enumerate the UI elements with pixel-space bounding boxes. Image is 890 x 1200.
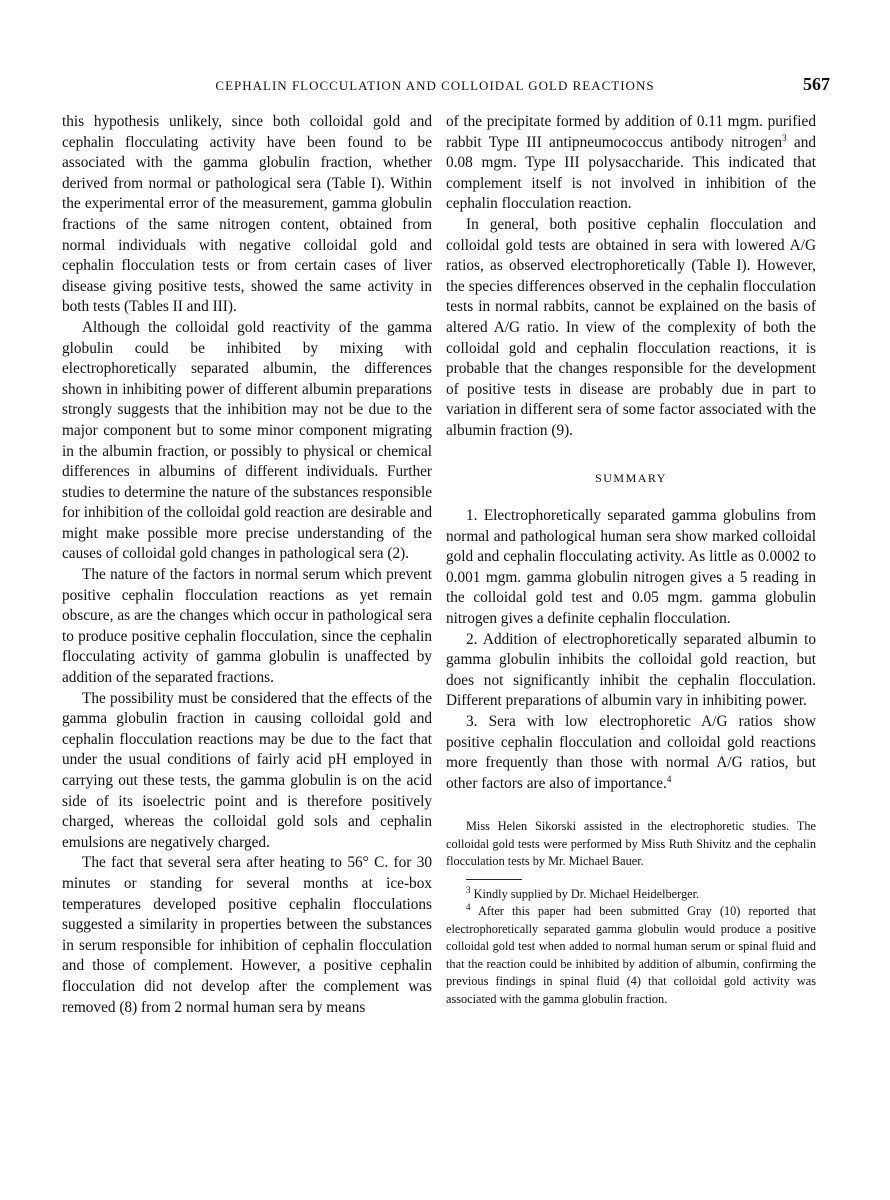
footnote <box>446 903 816 1008</box>
paragraph <box>446 112 816 215</box>
acknowledgment-text: Miss Helen Sikorski assisted in the electrophoretic studies. The colloidal gold tests were performed by Miss Ruth Shivitz and the cephalin flocculation tests by Mr. Michael Bauer. <box>446 819 816 869</box>
footnote <box>446 886 816 904</box>
footnote-ref: 4 <box>666 773 672 784</box>
summary-heading: SUMMARY <box>595 470 667 485</box>
left-column <box>62 112 432 1018</box>
summary-text: 3. Sera with low electrophoretic A/G ratios show positive cephalin flocculation and colloidal gold reactions more frequently than those with normal A/G ratios, but other factors are also of importance. <box>446 713 816 792</box>
paragraph: The possibility must be considered that the effects of the gamma globulin fraction in causing colloidal gold and cephalin flocculation reactions may be due to the fact that under the usual conditions of fairly acid pH employed in carrying out these tests, the gamma globulin is on the acid side of its isoelectric point and is therefore positively charged, whereas the colloidal gold sols and cephalin emulsions are negatively charged. <box>62 689 432 851</box>
paragraph: The fact that several sera after heating to 56° C. for 30 minutes or standing for several months at ice-box temperatures developed positive cephalin flocculations suggested a similarity in properties between the substances in serum responsible for inhibition of cephalin flocculation and those of complement. However, a positive cephalin flocculation did not develop after the complement was removed (8) from 2 normal human sera by means <box>62 854 432 1016</box>
footnote-mark: 3 <box>466 884 471 895</box>
right-column <box>446 112 816 1008</box>
paragraph: this hypothesis unlikely, since both colloidal gold and cephalin flocculating activity have been found to be associated with the gamma globulin fraction, whether derived from normal or pathological sera (Table I). Within the experimental error of the measurement, gamma globulin fractions of the same nitrogen content, obtained from normal individuals with negative colloidal gold and cephalin flocculation tests or from certain cases of liver disease giving positive tests, showed the same activity in both tests (Tables II and III). <box>62 113 432 316</box>
footnote-text: Kindly supplied by Dr. Michael Heidelberger. <box>470 886 700 901</box>
footnotes <box>446 886 816 1009</box>
paragraph-text: of the precipitate formed by addition of 0.11 mgm. purified rabbit Type III antipneumococcus antibody nitrogen <box>446 113 816 151</box>
paragraph: Although the colloidal gold reactivity of the gamma globulin could be inhibited by mixing with electrophoretically separated albumin, the differences shown in inhibiting power of different albumin preparations strongly suggests that the inhibition may not be due to the major component but to some minor component migrating in the albumin fraction, or possibly to physical or chemical differences in albumins of different individuals. Further studies to determine the nature of the substances responsible for inhibition of the colloidal gold reaction are desirable and might make possible more precise understanding of the causes of colloidal gold changes in pathological sera (2). <box>62 318 432 563</box>
footnote-mark: 4 <box>466 902 471 913</box>
footnote-text: After this paper had been submitted Gray (10) reported that electrophoretically separated gamma globulin would produce a positive colloidal gold test when added to normal human serum or spinal fluid and that the reaction could be inhibited by addition of albumin, confirming the previous findings in spinal fluid (4) that colloidal gold activity was associated with the gamma globulin fraction. <box>446 904 816 1006</box>
paragraph-text: and 0.08 mgm. Type III polysaccharide. This indicated that complement itself is not involved in inhibition of the cephalin flocculation reaction. <box>446 133 816 213</box>
summary-item <box>446 712 816 794</box>
footnote-ref: 3 <box>782 132 787 143</box>
paragraph: In general, both positive cephalin flocculation and colloidal gold tests are obtained in sera with lowered A/G ratios, as observed electrophoretically (Table I). However, the species differences observed in the cephalin flocculation tests in normal rabbits, cannot be explained on the basis of altered A/G ratio. In view of the complexity of both the colloidal gold and cephalin flocculation reactions, it is probable that the changes responsible for the development of positive tests in disease are probably due in part to variation in different sera of some factor associated with the albumin fraction (9). <box>446 215 816 439</box>
summary-item: 1. Electrophoretically separated gamma globulins from normal and pathological human sera show marked colloidal gold and cephalin flocculating activity. As little as 0.0002 to 0.001 mgm. gamma globulin nitrogen gives a 5 reading in the colloidal gold test and 0.05 mgm. gamma globulin nitrogen gives a definite cephalin flocculation. <box>446 507 816 628</box>
running-title: CEPHALIN FLOCCULATION AND COLLOIDAL GOLD REACTIONS <box>215 78 655 93</box>
footnote-divider <box>466 879 522 880</box>
summary-item: 2. Addition of electrophoretically separated albumin to gamma globulin inhibits the colloidal gold reaction, but does not significantly inhibit the cephalin flocculation. Different preparations of albumin vary in inhibiting power. <box>446 630 816 710</box>
acknowledgment <box>446 818 816 871</box>
paragraph: The nature of the factors in normal serum which prevent positive cephalin flocculation reactions as yet remain obscure, as are the changes which occur in pathological sera to produce positive cephalin flocculation, since the cephalin flocculating activity of gamma globulin is unaffected by addition of the separated fractions. <box>62 566 432 687</box>
page-number: 567 <box>803 74 830 94</box>
